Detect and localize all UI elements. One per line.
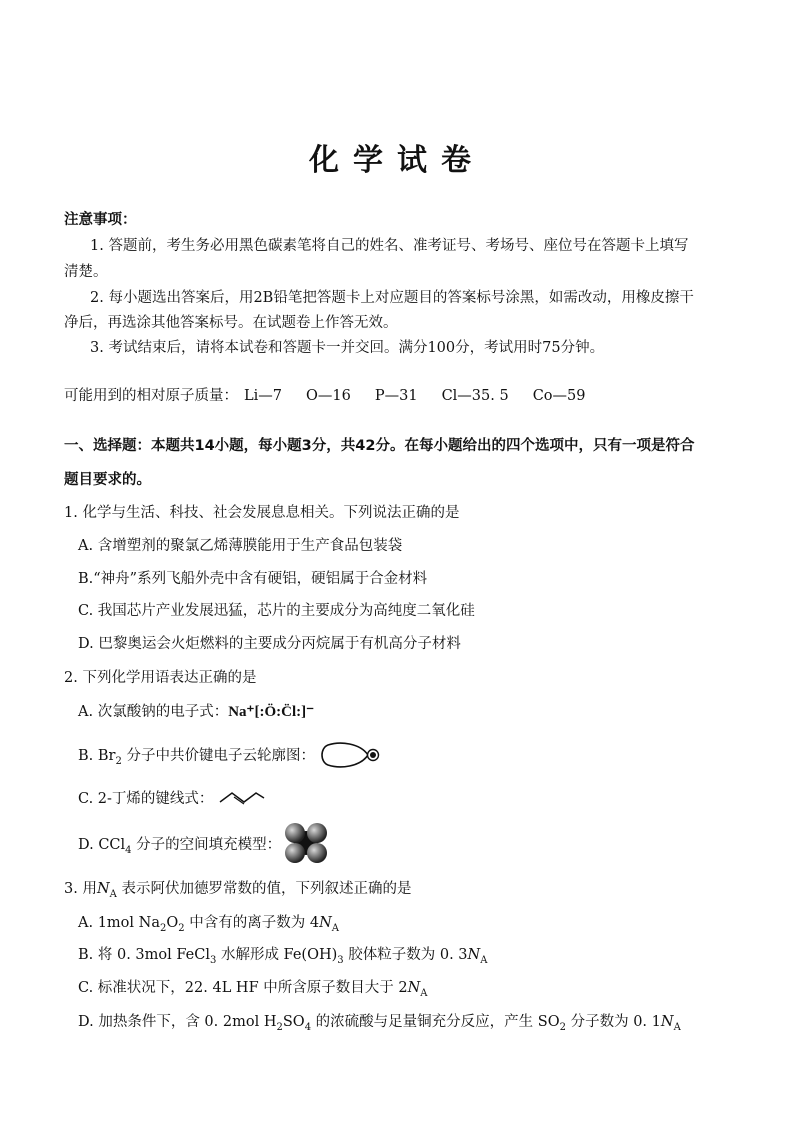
mass-cl: Cl—35. 5 (441, 388, 509, 404)
q1-option-a: A. 含增塑剂的聚氯乙烯薄膜能用于生产食品包装袋 (78, 538, 403, 554)
mass-li: Li—7 (244, 388, 282, 404)
atomic-masses-label: 可能用到的相对原子质量： (64, 388, 238, 404)
notice-item-2: 2. 每小题选出答案后，用2B铅笔把答题卡上对应题目的答案标号涂黑，如需改动，用橡皮擦干 (90, 290, 694, 306)
q2-option-d: D. CCl$_4$ 分子的空间填充模型： (78, 837, 282, 856)
butene-bonds (220, 793, 264, 802)
mass-p: P—31 (374, 388, 418, 404)
electron-cloud-lobe (322, 743, 368, 767)
chlorine-atom (307, 843, 327, 863)
mass-co: Co—59 (532, 388, 586, 404)
q3-option-c: C. 标准状况下，22. 4L HF 中所含原子数目大于 $2N_A$ (78, 980, 428, 999)
section-heading-cont: 题目要求的。 (64, 472, 151, 488)
q3-stem: 3. 用$N_A$ 表示阿伏加德罗常数的值，下列叙述正确的是 (64, 881, 412, 900)
q2-option-a (78, 703, 314, 721)
q2-option-a-text: A. 次氯酸钠的电子式： (78, 704, 229, 720)
q2-option-b: B. $Br_2$ 分子中共价键电子云轮廓图： (78, 748, 315, 767)
atomic-masses (64, 387, 609, 405)
q1-option-b: B.“神舟”系列飞船外壳中含有硬铝，硬铝属于合金材料 (78, 571, 428, 587)
q3-option-d: D. 加热条件下，含 0. 2mol $H_2SO_4$ 的浓硫酸与足量铜充分反应，产生 $SO_2$ 分子数为 0. $1N_A$ (78, 1014, 681, 1033)
electron-formula-naclo: Na⁺[:Ö:C̈l:]⁻ (228, 704, 315, 720)
chlorine-atom (307, 823, 327, 843)
electron-cloud-figure (318, 739, 384, 771)
q1-stem: 1. 化学与生活、科技、社会发展息息相关。下列说法正确的是 (64, 505, 460, 521)
mass-o: O—16 (306, 388, 351, 404)
butene-skeletal-figure (218, 788, 266, 806)
notice-item-2-cont: 净后，再选涂其他答案标号。在试题卷上作答无效。 (64, 315, 398, 331)
chlorine-atom (285, 843, 305, 863)
q1-option-d: D. 巴黎奥运会火炬燃料的主要成分丙烷属于有机高分子材料 (78, 636, 461, 652)
ccl4-space-filling-figure (282, 821, 330, 865)
page-title: 化学试卷 (309, 143, 485, 178)
q3-option-b: B. 将 0. 3mol FeCl$_3$ 水解形成 $Fe(OH)_3$ 胶体粒子数为 0. $3N_A$ (78, 947, 488, 966)
chlorine-atom (285, 823, 305, 843)
electron-cloud-nucleus (370, 752, 376, 758)
q3-option-a: A. 1mol $Na_2O_2$ 中含有的离子数为 $4N_A$ (78, 915, 339, 934)
q1-option-c: C. 我国芯片产业发展迅猛，芯片的主要成分为高纯度二氧化硅 (78, 603, 475, 619)
section-heading: 一、选择题：本题共14小题，每小题3分，共42分。在每小题给出的四个选项中，只有一项是符合 (64, 438, 695, 454)
q2-option-c: C. 2-丁烯的键线式： (78, 791, 214, 807)
notice-item-1: 1. 答题前，考生务必用黑色碳素笔将自己的姓名、准考证号、考场号、座位号在答题卡上填写 (90, 238, 689, 254)
notice-item-1-cont: 清楚。 (64, 264, 108, 280)
notice-heading: 注意事项： (64, 212, 137, 228)
q2-stem: 2. 下列化学用语表达正确的是 (64, 670, 257, 686)
notice-item-3: 3. 考试结束后，请将本试卷和答题卡一并交回。满分100分，考试用时75分钟。 (90, 340, 605, 356)
